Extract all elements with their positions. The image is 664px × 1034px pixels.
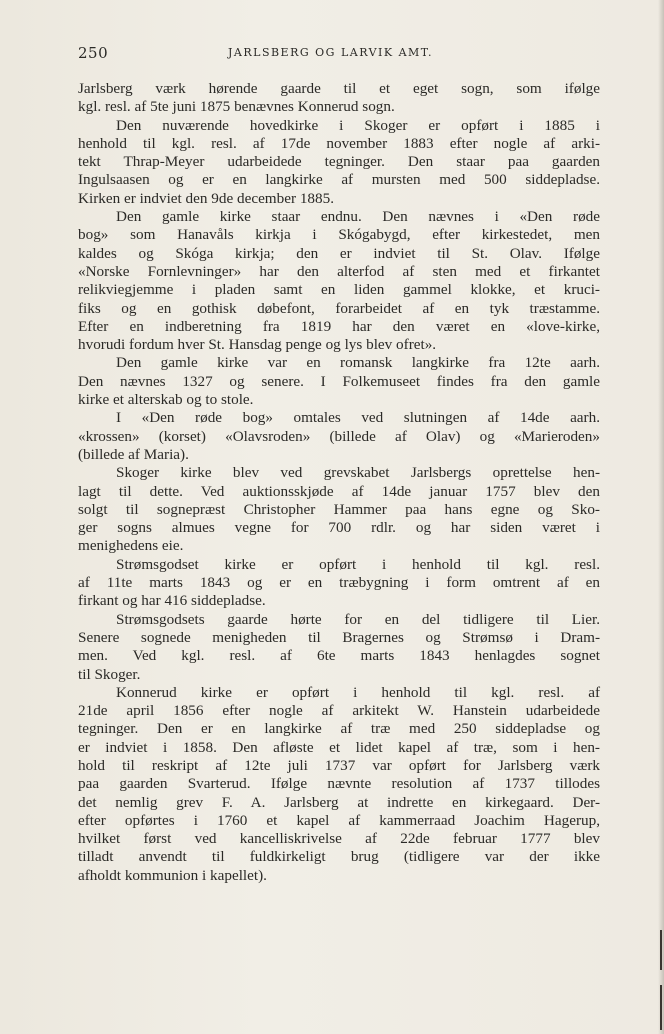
text-line: hold til reskript af 12te juli 1737 var opført for Jarlsberg værk (78, 756, 600, 774)
page-edge-shadow (658, 0, 664, 1034)
text-line: tilladt anvendt til fuldkirkeligt brug (tidligere var der ikke (78, 848, 600, 866)
text-line: henhold til kgl. resl. af 17de november 1883 efter nogle af arki- (78, 134, 600, 152)
text-line: kirke et alterskab og to stole. (78, 391, 254, 409)
text-line: er indviet i 1858. Den afløste et lidet kapel af træ, som i hen- (78, 738, 600, 756)
text-line: Den gamle kirke staar endnu. Den nævnes i «Den røde (116, 208, 600, 226)
text-line: Skoger kirke blev ved grevskabet Jarlsbergs oprettelse hen- (116, 464, 600, 482)
text-line: afholdt kommunion i kapellet). (78, 866, 267, 884)
text-line: kgl. resl. af 5te juni 1875 benævnes Konnerud sogn. (78, 98, 395, 116)
text-line: paa gaarden Svarterud. Ifølge nævnte resolution af 1737 tillodes (78, 775, 600, 793)
text-line: I «Den røde bog» omtales ved slutningen af 14de aarh. (116, 409, 600, 427)
text-line: Kirken er indviet den 9de december 1885. (78, 189, 334, 207)
text-line: efter opførtes i 1760 et kapel af kammerraad Joachim Hagerup, (78, 811, 600, 829)
text-line: 21de april 1856 efter nogle af arkitekt W. Hanstein udarbeidede (78, 702, 600, 720)
text-line: menighedens eie. (78, 537, 184, 555)
text-line: hvorudi fordum hver St. Hansdag penge og lys blev ofret». (78, 336, 437, 354)
text-line: Ingulsaasen og er en langkirke af mursten med 500 siddepladse. (78, 171, 600, 189)
text-line: hvilket først ved kancelliskrivelse af 22de februar 1777 blev (78, 830, 600, 848)
text-line: relikviegjemme i pladen samt en liden gammel klokke, et kruci- (78, 281, 600, 299)
text-line: Den nuværende hovedkirke i Skoger er opført i 1885 i (116, 116, 600, 134)
text-line: Efter en indberetning fra 1819 har den været en «love-kirke, (78, 317, 600, 335)
text-line: Den gamle kirke var en romansk langkirke fra 12te aarh. (116, 354, 600, 372)
text-line: kaldes og Skóga kirkja; den er indviet til St. Olav. Ifølge (78, 244, 600, 262)
text-line: tekt Thrap-Meyer udarbeidede tegninger. Den staar paa gaarden (78, 153, 600, 171)
text-line: til Skoger. (78, 665, 141, 683)
page-edge-mark (660, 985, 662, 1030)
page-header (78, 44, 600, 62)
text-line: (billede af Maria). (78, 445, 189, 463)
text-line: Strømsgodset kirke er opført i henhold til kgl. resl. (116, 555, 600, 573)
text-line: Senere sognede menigheden til Bragernes og Strømsø i Dram- (78, 628, 600, 646)
text-line: af 11te marts 1843 og er en træbygning i form omtrent af en (78, 574, 600, 592)
text-line: «krossen» (korset) «Olavsroden» (billede af Olav) og «Marieroden» (78, 427, 600, 445)
text-line: ger sogns almues vegne for 700 rdlr. og har siden været i (78, 519, 600, 537)
text-line: Den nævnes 1327 og senere. I Folkemuseet findes fra den gamle (78, 372, 600, 390)
text-line: bog» som Hanavåls kirkja i Skógabygd, efter kirkestedet, men (78, 226, 600, 244)
text-line: Jarlsberg værk hørende gaarde til et eget sogn, som ifølge (78, 80, 600, 97)
text-line: «Norske Fornlevninger» har den alterfod af sten med et firkantet (78, 262, 600, 280)
text-line: solgt til sognepræst Christopher Hammer paa hans egne og Sko- (78, 500, 600, 518)
text-line: det nemlig grev F. A. Jarlsberg at indrette en kirkegaard. Der- (78, 793, 600, 811)
text-line: Konnerud kirke er opført i henhold til kgl. resl. af (116, 683, 600, 701)
running-head: JARLSBERG OG LARVIK AMT. (228, 46, 434, 59)
text-line: firkant og har 416 siddepladse. (78, 592, 266, 610)
text-line: men. Ved kgl. resl. af 6te marts 1843 henlagdes sognet (78, 647, 600, 665)
page-edge-mark (660, 930, 662, 970)
text-line: fiks og en gothisk døbefont, forarbeidet af en tyk træstamme. (78, 299, 600, 317)
text-line: lagt til dette. Ved auktionsskjøde af 14de januar 1757 blev den (78, 482, 600, 500)
text-line: Strømsgodsets gaarde hørte for en del tidligere til Lier. (116, 610, 600, 628)
page-number: 250 (78, 44, 109, 62)
body-text (78, 80, 600, 885)
text-line: tegninger. Den er en langkirke af træ med 250 siddepladse og (78, 720, 600, 738)
